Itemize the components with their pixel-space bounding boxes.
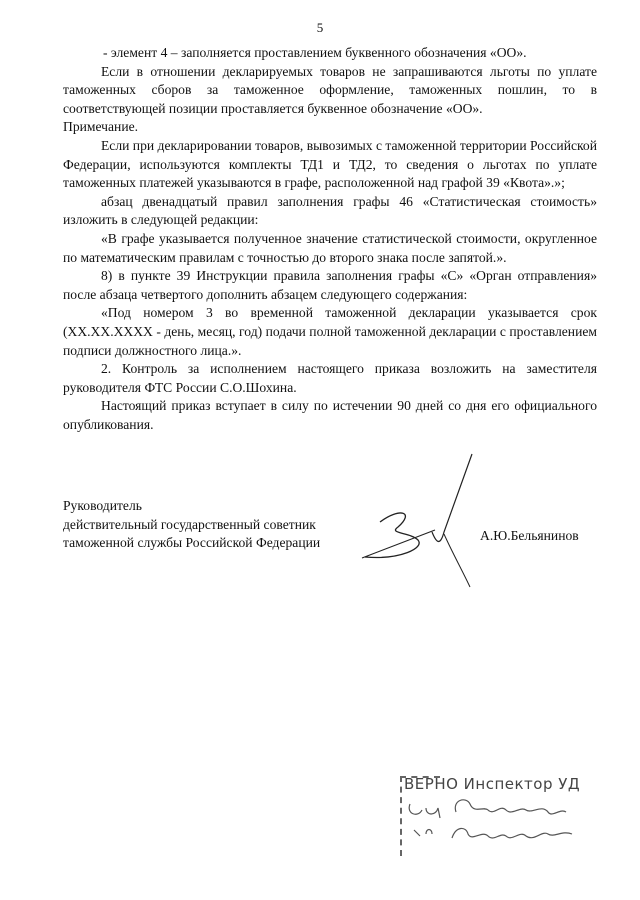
page-number: 5 — [316, 20, 324, 35]
paragraph-statistical-value: «В графе указывается полученное значение статистической стоимости, округленное по математическим правилам с точностью до второго знака после запятой.». — [63, 230, 597, 265]
paragraph-temporary-declaration: «Под номером 3 во временной таможенной декларации указывается срок (ХХ.ХХ.ХХХХ - день, месяц, год) подачи полной таможенной декларации с проставлением подписи должностного лица.». — [63, 305, 597, 358]
signer-title-line3: таможенной службы Российской Федерации — [63, 535, 321, 551]
stamp-handwriting — [396, 772, 592, 862]
signer-name: А.Ю.Бельянинов — [480, 528, 579, 543]
signature-title-block — [63, 497, 597, 553]
paragraph-no-benefits: Если в отношении декларируемых товаров не запрашиваются льготы по уплате таможенных сборов за таможенное оформление, таможенных пошлин, то в соответствующей позиции проставляется буквенное обозначение «ОО». — [63, 63, 597, 116]
paragraph-note-heading: Примечание. — [63, 119, 139, 135]
signer-title-line2: действительный государственный советник — [63, 516, 316, 532]
paragraph-entry-into-force: Настоящий приказ вступает в силу по истечении 90 дней со дня его официального опубликования. — [63, 398, 597, 432]
signer-title-line1: Руководитель — [63, 498, 142, 513]
handwritten-signature — [340, 452, 490, 592]
stamp-line-verno: ВЕРНО Инспектор УД — [404, 775, 581, 793]
paragraph-note-text: Если при декларировании товаров, вывозимых с таможенной территории Российской Федерации, используются комплекты ТД1 и ТД2, то сведения о льготах по уплате таможенных платежей указываются в графе, расположенной над графой 39 «Квота».»; — [63, 137, 597, 191]
paragraph-abzac-12: абзац двенадцатый правил заполнения графы 46 «Статистическая стоимость» изложить в следующей редакции: — [63, 193, 597, 228]
paragraph-control: 2. Контроль за исполнением настоящего приказа возложить на заместителя руководителя ФТС России С.О.Шохина. — [63, 361, 597, 395]
paragraph-element4: - элемент 4 – заполняется проставлением буквенного обозначения «ОО». — [103, 45, 527, 60]
certification-stamp — [396, 772, 592, 862]
document-body — [63, 44, 597, 434]
paragraph-item-8: 8) в пункте 39 Инструкции правила заполнения графы «С» «Орган отправления» после абзаца четвертого дополнить абзацем следующего содержания: — [63, 268, 597, 302]
